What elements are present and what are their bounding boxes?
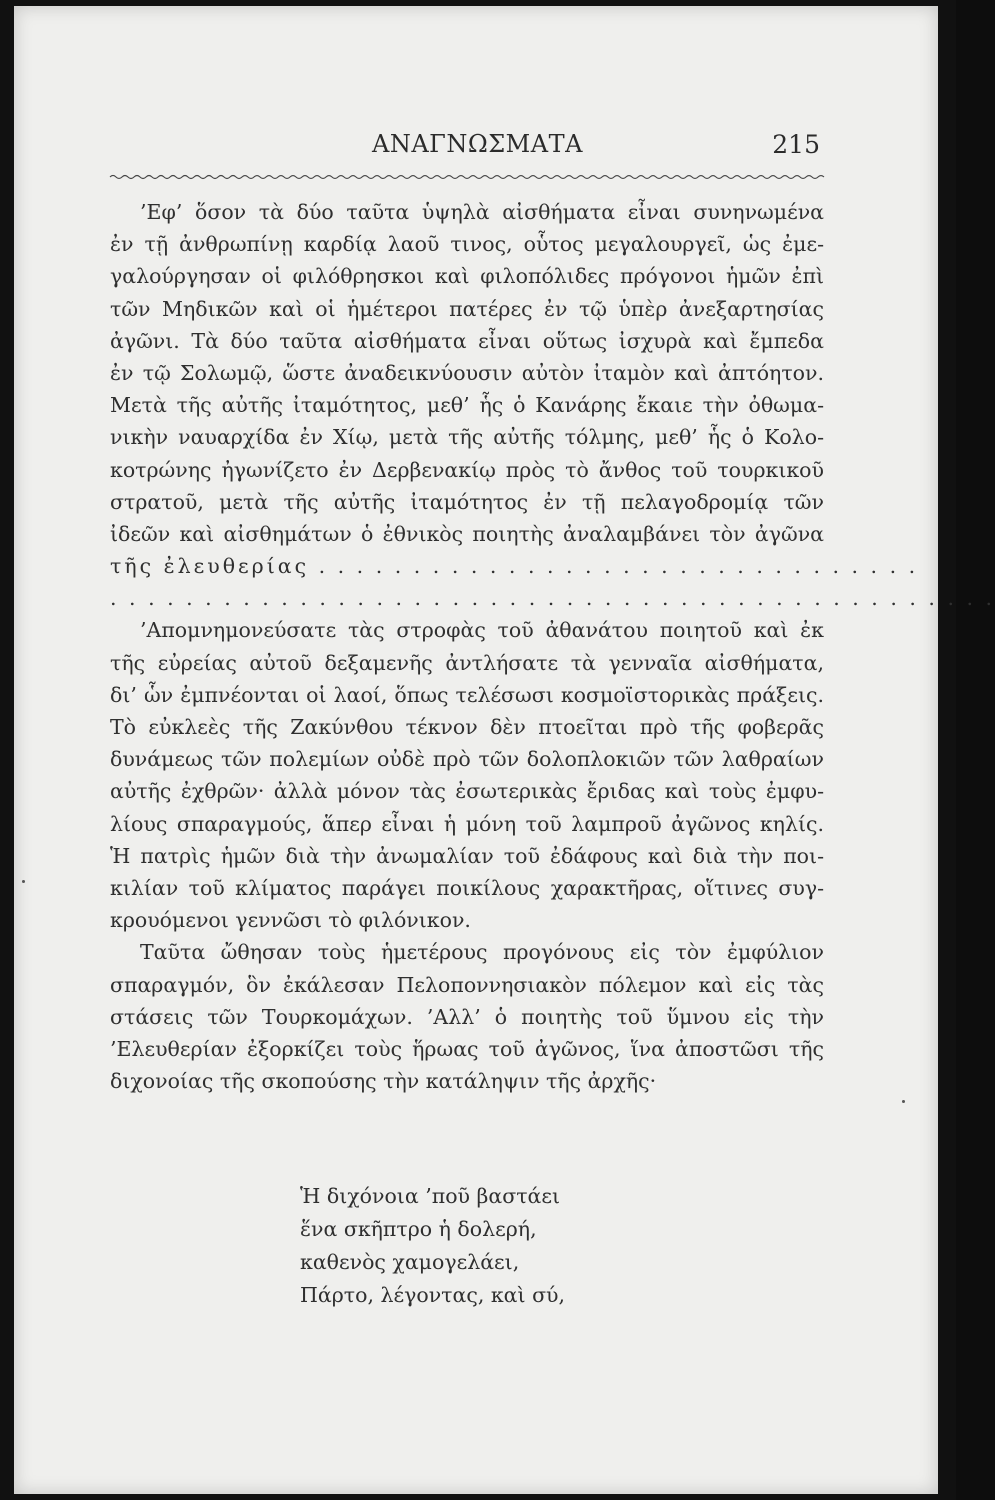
text-line: ’Ελευθερίαν ἐξορκίζει τοὺς ἥρωας τοῦ ἀγῶνος, ἵνα ἀποστῶσι τῆς	[110, 1036, 824, 1061]
verse-line: ἕνα σκῆπτρο ἡ δολερή,	[300, 1217, 537, 1241]
text-line: κρουόμενοι γεννῶσι τὸ φιλόνικον.	[110, 908, 471, 933]
text-line: ἐν τῷ Σολωμῷ, ὥστε ἀναδεικνύουσιν αὐτὸν ἰταμὸν καὶ ἀπτόητον.	[110, 360, 824, 385]
text-line: σπαραγμόν, ὃν ἐκάλεσαν Πελοποννησιακὸν πόλεμον καὶ εἰς τὰς	[110, 972, 824, 997]
verse-line: καθενὸς χαμογελάει,	[300, 1250, 520, 1274]
page-header	[110, 128, 820, 168]
text-line: αὐτῆς ἐχθρῶν· ἀλλὰ μόνον τὰς ἐσωτερικὰς ἔριδας καὶ τοὺς ἐμφυ-	[110, 779, 824, 804]
text-line: στρατοῦ, μετὰ τῆς αὐτῆς ἰταμότητος ἐν τῇ πελαγοδρομίᾳ τῶν	[110, 489, 824, 514]
text-line: ἐν τῇ ἀνθρωπίνῃ καρδίᾳ λαοῦ τινος, οὗτος μεγαλουργεῖ, ὡς ἐμε-	[110, 232, 824, 257]
scan-speck	[902, 1100, 905, 1103]
text-line: ’Απομνημονεύσατε τὰς στροφὰς τοῦ ἀθανάτου ποιητοῦ καὶ ἐκ	[140, 618, 824, 643]
text-line: Ἡ πατρὶς ἡμῶν διὰ τὴν ἀνωμαλίαν τοῦ ἐδάφους καὶ διὰ τὴν ποι-	[110, 843, 824, 868]
verse-line: Ἡ διχόνοια ’ποῦ βαστάει	[300, 1184, 561, 1208]
text-line: γαλούργησαν οἱ φιλόθρησκοι καὶ φιλοπόλιδες πρόγονοι ἡμῶν ἐπὶ	[110, 264, 824, 289]
text-line: Τὸ εὐκλεὲς τῆς Ζακύνθου τέκνον δὲν πτοεῖται πρὸ τῆς φοβερᾶς	[110, 715, 824, 739]
text-line: τῶν Μηδικῶν καὶ οἱ ἡμέτεροι πατέρες ἐν τῷ ὑπὲρ ἀνεξαρτησίας	[110, 296, 824, 321]
text-line: κοτρώνης ἠγωνίζετο ἐν Δερβενακίῳ πρὸς τὸ ἄνθος τοῦ τουρκικοῦ	[110, 457, 824, 482]
text-line: δι’ ὧν ἐμπνέονται οἱ λαοί, ὅπως τελέσωσι κοσμοϊστορικὰς πράξεις.	[110, 682, 824, 707]
text-line: νικὴν ναυαρχίδα ἐν Χίῳ, μετὰ τῆς αὐτῆς τόλμης, μεθ’ ἧς ὁ Κολο-	[110, 425, 824, 450]
text-line: Ταῦτα ὤθησαν τοὺς ἡμετέρους προγόνους εἰς τὸν ἐμφύλιον	[140, 940, 824, 965]
page-number: 215	[772, 130, 820, 159]
text-line: λίους σπαραγμούς, ἅπερ εἶναι ἡ μόνη τοῦ λαμπροῦ ἀγῶνος κηλίς.	[110, 811, 824, 836]
running-title: ΑΝΑΓΝΩΣΜΑΤΑ	[372, 130, 583, 158]
ellipsis-line: τῆς ἐλευθερίας . . . . . . . . . . . . . . . . . . . . . . . . . . . . . . . .	[110, 554, 919, 579]
text-line: διχονοίας τῆς σκοπούσης τὴν κατάληψιν τῆς ἀρχῆς·	[110, 1069, 657, 1094]
text-line: στάσεις τῶν Τουρκομάχων. ’Αλλ’ ὁ ποιητὴς τοῦ ὕμνου εἰς τὴν	[110, 1004, 824, 1029]
ellipsis-line: . . . . . . . . . . . . . . . . . . . . . . . . . . . . . . . . . . . . . . . . . . . . . . .	[110, 586, 995, 611]
text-line: ’Εφ’ ὅσον τὰ δύο ταῦτα ὑψηλὰ αἰσθήματα εἶναι συνηνωμένα	[140, 200, 824, 224]
text-line: κιλίαν τοῦ κλίματος παράγει ποικίλους χαρακτῆρας, οἵτινες συγ-	[110, 875, 824, 900]
text-line: ἰδεῶν καὶ αἰσθημάτων ὁ ἐθνικὸς ποιητὴς ἀναλαμβάνει τὸν ἀγῶνα	[110, 521, 824, 546]
text-line: Μετὰ τῆς αὐτῆς ἰταμότητος, μεθ’ ἧς ὁ Κανάρης ἔκαιε τὴν ὀθωμα-	[110, 393, 824, 418]
wavy-header-rule	[110, 173, 820, 181]
text-line: δυνάμεως τῶν πολεμίων οὐδὲ πρὸ τῶν δολοπλοκιῶν τῶν λαθραίων	[110, 747, 824, 772]
text-line: τῆς εὐρείας αὐτοῦ δεξαμενῆς ἀντλήσατε τὰ γενναῖα αἰσθήματα,	[110, 650, 824, 675]
scan-speck	[22, 880, 25, 883]
verse-line: Πάρτο, λέγοντας, καὶ σύ,	[300, 1283, 566, 1307]
body-text	[110, 196, 995, 1097]
verse-block	[300, 1180, 565, 1312]
text-line: ἀγῶνι. Τὰ δύο ταῦτα αἰσθήματα εἶναι οὕτως ἰσχυρὰ καὶ ἔμπεδα	[110, 328, 824, 353]
